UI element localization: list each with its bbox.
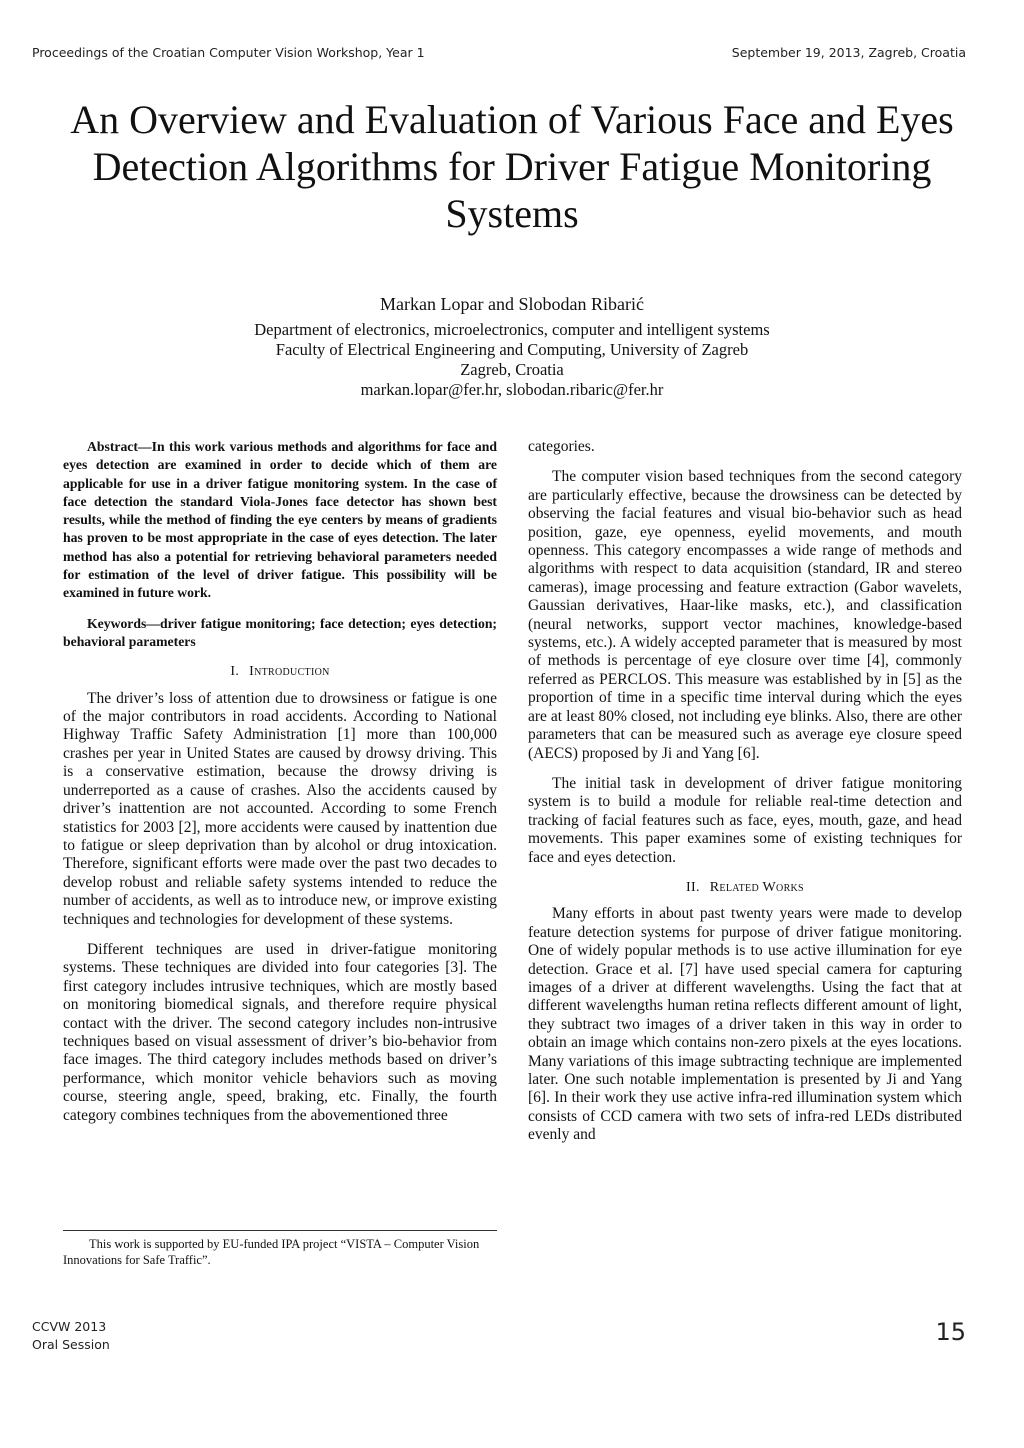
running-header-left: Proceedings of the Croatian Computer Vision Workshop, Year 1 <box>32 45 425 60</box>
paper-title: An Overview and Evaluation of Various Face and Eyes Detection Algorithms for Driver Fatigue Monitoring Systems <box>70 97 954 236</box>
footer-line-2: Oral Session <box>32 1337 110 1352</box>
intro-paragraph-4: The initial task in development of driver fatigue monitoring system is to build a module for reliable real-time detection and tracking of facial features such as face, eyes, mouth, gaze, and head movements. This paper examines some of existing techniques for face and eyes detection. <box>528 774 962 866</box>
keywords-text: driver fatigue monitoring; face detection; eyes detection; behavioral parameters <box>63 615 497 649</box>
abstract-text: In this work various methods and algorithms for face and eyes detection are examined in order to decide which of them are applicable for use in a driver fatigue monitoring system. In the case of face detection the standard Viola-Jones face detector has shown best results, while the method of finding the eye centers by means of gradients has proven to be most appropriate in the case of eyes detection. The later method has also a potential for retrieving behavioral parameters needed for estimation of the level of driver fatigue. This possibility will be examined in future work. <box>63 439 497 601</box>
intro-paragraph-2: Different techniques are used in driver-fatigue monitoring systems. These techniques are divided into four categories [3]. The first category includes intrusive techniques, which are mostly based on monitoring biomedical signals, and therefore require physical contact with the driver. The second category includes non-intrusive techniques based on visual assessment of driver’s bio-behavior from face images. The third category includes methods based on driver’s performance, which monitor vehicle behaviors such as moving course, steering angle, speed, braking, etc. Finally, the fourth category combines techniques from the abovementioned three <box>63 940 497 1124</box>
author-block <box>62 294 962 400</box>
abstract-label: Abstract— <box>87 439 152 454</box>
intro-continuation: categories. <box>528 438 595 455</box>
left-column <box>63 438 497 1137</box>
section-number: II. <box>686 879 700 895</box>
section-number: I. <box>230 664 240 680</box>
intro-paragraph-3: The computer vision based techniques from the second category are particularly effective, because the drowsiness can be detected by observing the facial features and visual bio-behavior such as head position, gaze, eye openness, eyelid movements, and mouth openness. This category encompasses a wide range of methods and algorithms with respect to data acquisition (standard, IR and stereo cameras), image processing and feature extraction (Gabor wavelets, Gaussian derivatives, Haar-like masks, etc.), and classification (neural networks, support vector machines, knowledge-based systems, etc.). A widely accepted parameter that is measured by most of methods is percentage of eye closure over time [4], commonly referred as PERCLOS. This measure was established by in [5] as the proportion of time in a specific time interval during which the eyes are at least 80% closed, not including eye blinks. Also, there are other parameters that can be measured such as average eye closure speed (AECS) proposed by Ji and Yang [6]. <box>528 468 962 762</box>
footer-line-1: CCVW 2013 <box>32 1319 107 1334</box>
footnote: This work is supported by EU-funded IPA project “VISTA – Computer Vision Innovations for Safe Traffic”. <box>63 1237 480 1267</box>
keywords-label: Keywords— <box>87 615 160 631</box>
section-title: Related Works <box>709 879 804 895</box>
author-emails: markan.lopar@fer.hr, slobodan.ribaric@fer.hr <box>360 380 664 399</box>
keywords <box>63 615 497 652</box>
right-column <box>528 438 962 1157</box>
related-paragraph-1: Many efforts in about past twenty years were made to develop feature detection systems for purpose of driver fatigue monitoring. One of widely popular methods is to use active illumination for eye detection. Grace et al. [7] have used special camera for capturing images of a driver at different wavelengths. Using the fact that at different wavelengths human retina reflects different amount of light, they subtract two images of a driver taken in this way in order to obtain an image which contains non-zero pixels at the eyes locations. Many variations of this image subtracting technique are implemented later. One such notable implementation is presented by Ji and Yang [6]. In their work they use active infra-red illumination system which consists of CCD camera with two sets of infra-red LEDs distributed evenly and <box>528 905 962 1144</box>
section-title: Introduction <box>249 664 330 680</box>
author-city: Zagreb, Croatia <box>460 360 564 379</box>
section-heading-introduction <box>63 663 497 681</box>
intro-paragraph-1: The driver’s loss of attention due to drowsiness or fatigue is one of the major contributors in road accidents. According to National Highway Traffic Safety Administration [1] more than 100,000 crashes per year in United States are caused by drowsy driving. This is a conservative estimation, because the drowsy driving is underreported as a cause of crashes. Also the accidents caused by driver’s inattention are not accounted. According to some French statistics for 2003 [2], more accidents were caused by inattention due to fatigue or sleep deprivation than by alcohol or drug intoxication. Therefore, significant efforts were made over the past two decades to develop robust and reliable safety systems intended to reduce the number of accidents, as well as to introduce new, or improve existing techniques and technologies for development of these systems. <box>63 689 497 928</box>
abstract <box>63 438 497 603</box>
footer-venue <box>32 1318 110 1354</box>
footnote-rule <box>63 1230 497 1231</box>
page-number: 15 <box>935 1318 966 1346</box>
running-header-right: September 19, 2013, Zagreb, Croatia <box>731 45 966 60</box>
author-department: Department of electronics, microelectronics, computer and intelligent systems <box>254 320 770 339</box>
author-faculty: Faculty of Electrical Engineering and Computing, University of Zagreb <box>275 340 749 359</box>
section-heading-related-works <box>528 879 962 897</box>
author-names: Markan Lopar and Slobodan Ribarić <box>380 294 644 314</box>
